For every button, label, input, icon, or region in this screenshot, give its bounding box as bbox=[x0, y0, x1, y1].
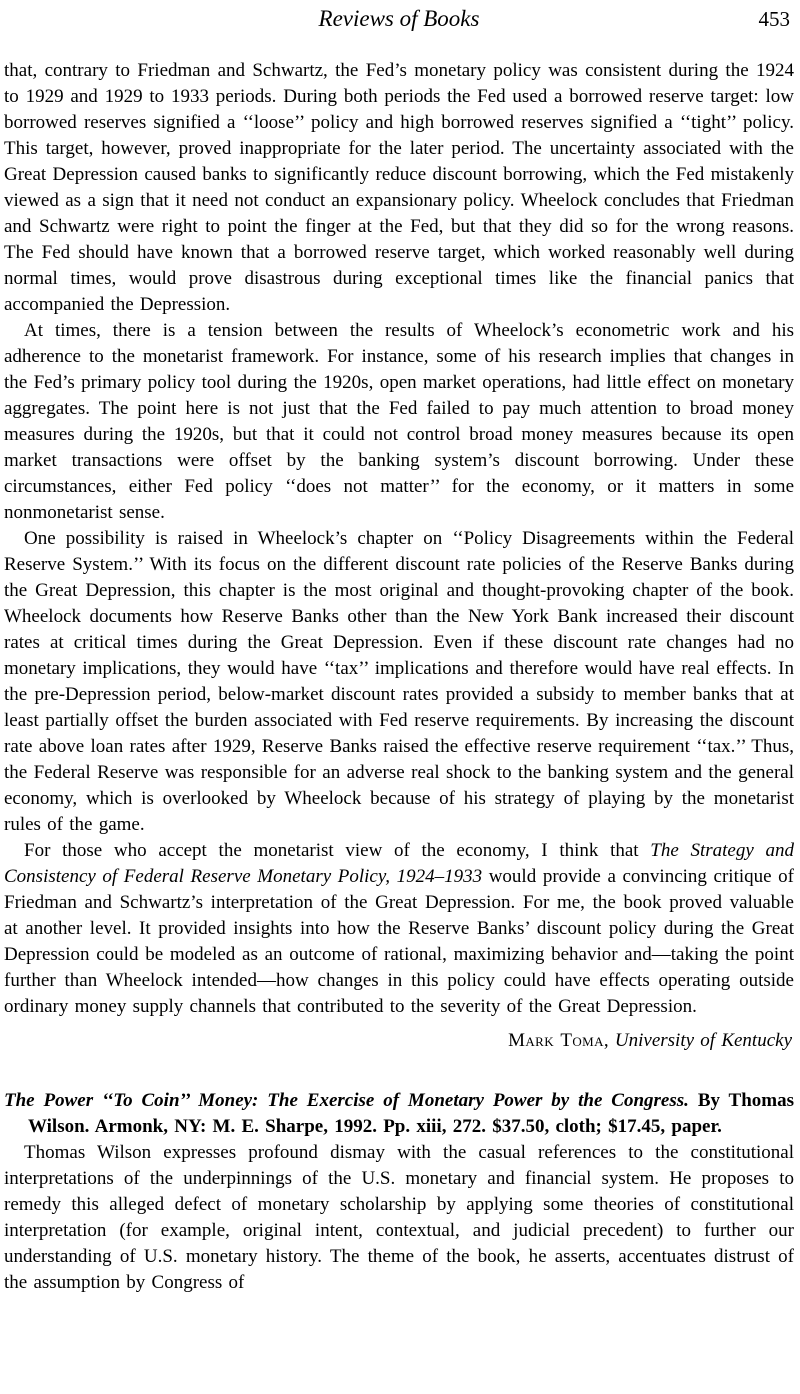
running-title: Reviews of Books bbox=[318, 6, 480, 31]
attribution-separator: , bbox=[603, 1030, 615, 1051]
citation-details: By Thomas Wilson. Armonk, NY: M. E. Sharpe, 1992. Pp. xiii, 272. $37.50, cloth; $17.45, paper. bbox=[28, 1090, 794, 1137]
paragraph bbox=[4, 838, 794, 1020]
page-number: 453 bbox=[758, 7, 790, 31]
review-wilson bbox=[4, 1088, 794, 1296]
review-wheelock bbox=[4, 58, 794, 1054]
book-title-italic: The Strategy and Consistency of Federal Reserve Monetary Policy, 1924–1933 bbox=[4, 840, 795, 887]
book-citation bbox=[4, 1088, 794, 1140]
paragraph-text: For those who accept the monetarist view of the economy, I think that bbox=[24, 840, 651, 861]
page-body bbox=[4, 58, 794, 1296]
paragraph-text: would provide a convincing critique of Friedman and Schwartz’s interpretation of the Great Depression. For me, the book proved valuable at another level. It provided insights into how the Reserve Banks’ discount policy during the Great Depression could be modeled as an outcome of rational, maximizing behavior and—taking the point further than Wheelock intended—how changes in this policy could have effects operating outside ordinary money supply channels that contributed to the severity of the Great Depression. bbox=[4, 866, 794, 1017]
paragraph: Thomas Wilson expresses profound dismay with the casual references to the constitutional interpretations of the underpinnings of the U.S. monetary and financial system. He proposes to remedy this alleged defect of monetary scholarship by applying some theories of constitutional interpretation (for example, original intent, contextual, and judicial precedent) to further our understanding of U.S. monetary history. The theme of the book, he asserts, accentuates distrust of the assumption by Congress of bbox=[4, 1142, 794, 1293]
reviewer-name: Mark Toma bbox=[508, 1030, 604, 1051]
page-header bbox=[4, 5, 794, 35]
reviewer-attribution bbox=[4, 1028, 794, 1054]
paragraph: One possibility is raised in Wheelock’s chapter on ‘‘Policy Disagreements within the Federal Reserve System.’’ With its focus on the different discount rate policies of the Reserve Banks during the Great Depression, this chapter is the most original and thought-provoking chapter of the book. Wheelock documents how Reserve Banks other than the New York Bank increased their discount rates at critical times during the Great Depression. Even if these discount rate changes had no monetary implications, they would have ‘‘tax’’ implications and therefore would have real effects. In the pre-Depression period, below-market discount rates provided a subsidy to member banks that at least partially offset the burden associated with Fed reserve requirements. By increasing the discount rate above loan rates after 1929, Reserve Banks raised the effective reserve requirement ‘‘tax.’’ Thus, the Federal Reserve was responsible for an adverse real shock to the banking system and the general economy, which is overlooked by Wheelock because of his strategy of playing by the monetarist rules of the game. bbox=[4, 528, 794, 835]
reviewer-affiliation: University of Kentucky bbox=[614, 1030, 792, 1051]
citation-title: The Power ‘‘To Coin’’ Money: The Exercise of Monetary Power by the Congress. bbox=[4, 1090, 689, 1111]
paragraph-continuation: that, contrary to Friedman and Schwartz, the Fed’s monetary policy was consistent during the 1924 to 1929 and 1929 to 1933 periods. During both periods the Fed used a borrowed reserve target: low borrowed reserves signified a ‘‘loose’’ policy and high borrowed reserves signified a ‘‘tight’’ policy. This target, however, proved inappropriate for the later period. The uncertainty associated with the Great Depression caused banks to significantly reduce discount borrowing, which the Fed mistakenly viewed as a sign that it need not conduct an expansionary policy. Wheelock concludes that Friedman and Schwartz were right to point the finger at the Fed, but that they did so for the wrong reasons. The Fed should have known that a borrowed reserve target, which worked reasonably well during normal times, would prove disastrous during exceptional times like the financial panics that accompanied the Depression. bbox=[4, 60, 794, 315]
paragraph: At times, there is a tension between the results of Wheelock’s econometric work and his adherence to the monetarist framework. For instance, some of his research implies that changes in the Fed’s primary policy tool during the 1920s, open market operations, had little effect on monetary aggregates. The point here is not just that the Fed failed to pay much attention to broad money measures during the 1920s, but that it could not control broad money measures because its open market transactions were offset by the banking system’s discount borrowing. Under these circumstances, either Fed policy ‘‘does not matter’’ for the economy, or it matters in some nonmonetarist sense. bbox=[4, 320, 794, 523]
